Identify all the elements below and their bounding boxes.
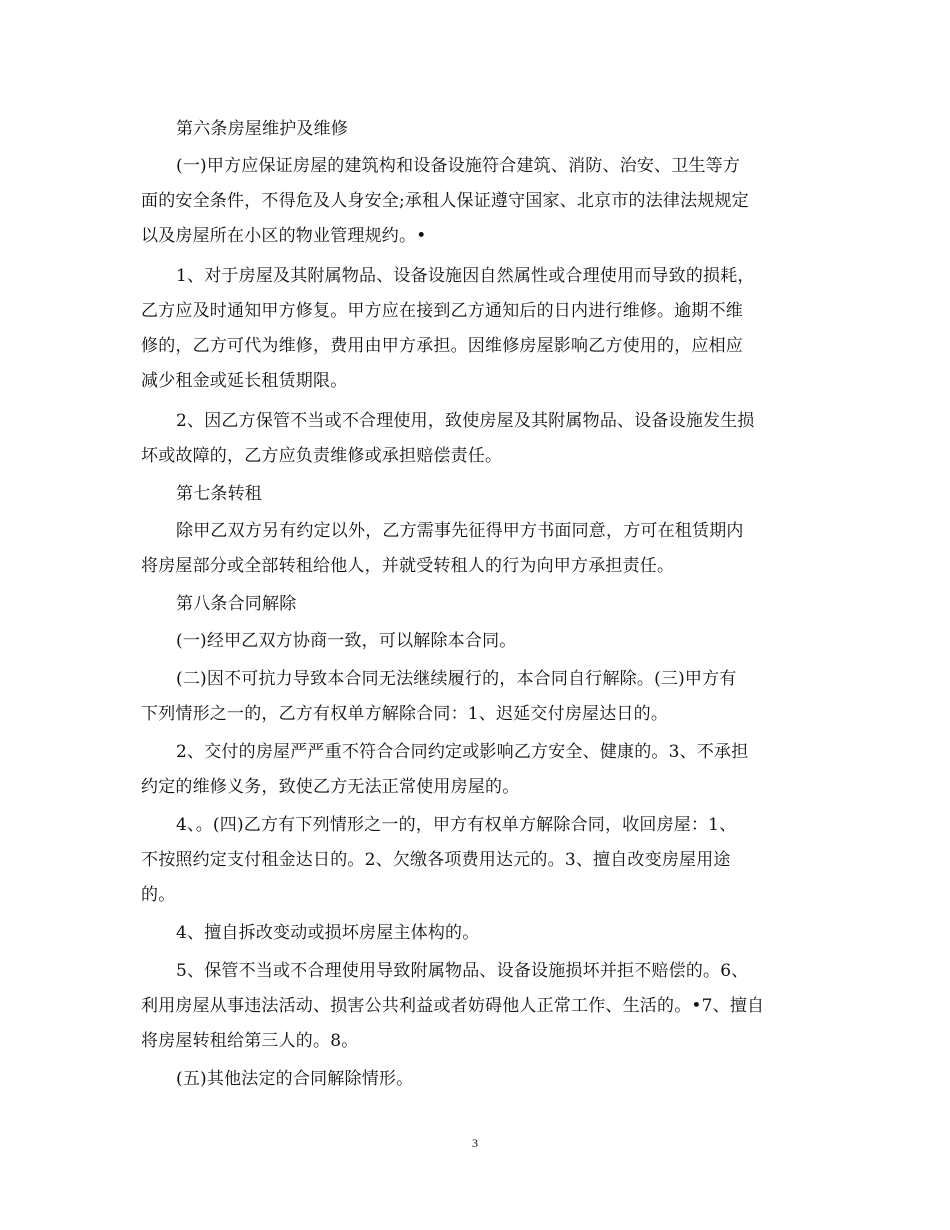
paragraph-line: 乙方应及时通知甲方修复。甲方应在接到乙方通知后的日内进行维修。逾期不维	[141, 301, 743, 321]
paragraph-line: 5、保管不当或不合理使用导致附属物品、设备设施损坏并拒不赔偿的。6、	[176, 961, 749, 981]
paragraph-line: 减少租金或延长租赁期限。	[141, 371, 348, 391]
paragraph-line: 面的安全条件，不得危及人身安全;承租人保证遵守国家、北京市的法律法规规定	[141, 191, 749, 211]
section-heading-article-8: 第八条合同解除	[176, 594, 297, 614]
paragraph-line: 坏或故障的，乙方应负责维修或承担赔偿责任。	[141, 446, 503, 466]
paragraph-line: 4、。(四)乙方有下列情形之一的，甲方有权单方解除合同，收回房屋：1、	[176, 815, 737, 835]
paragraph-line: (一)甲方应保证房屋的建筑构和设备设施符合建筑、消防、治安、卫生等方	[176, 156, 741, 176]
paragraph-line: 将房屋转租给第三人的。8。	[141, 1031, 359, 1051]
paragraph-line: (一)经甲乙双方协商一致，可以解除本合同。	[176, 631, 517, 651]
paragraph-line: 的。	[141, 885, 176, 905]
paragraph-line: 除甲乙双方另有约定以外，乙方需事先征得甲方书面同意，方可在租赁期内	[176, 521, 744, 541]
paragraph-line: 不按照约定支付租金达日的。2、欠缴各项费用达元的。3、擅自改变房屋用途	[141, 850, 731, 870]
paragraph-line: 2、因乙方保管不当或不合理使用，致使房屋及其附属物品、设备设施发生损	[176, 411, 755, 431]
paragraph-line: (五)其他法定的合同解除情形。	[176, 1069, 414, 1089]
paragraph-line: 利用房屋从事违法活动、损害公共利益或者妨碍他人正常工作、生活的。•7、擅自	[141, 996, 765, 1016]
paragraph-line: 约定的维修义务，致使乙方无法正常使用房屋的。	[141, 777, 520, 797]
paragraph-line: 2、交付的房屋严严重不符合合同约定或影响乙方安全、健康的。3、不承担	[176, 742, 749, 762]
paragraph-line: 修的，乙方可代为维修，费用由甲方承担。因维修房屋影响乙方使用的，应相应	[141, 336, 743, 356]
paragraph-line: (二)因不可抗力导致本合同无法继续履行的，本合同自行解除。(三)甲方有	[176, 669, 737, 689]
paragraph-line: 将房屋部分或全部转租给他人，并就受转租人的行为向甲方承担责任。	[141, 556, 675, 576]
paragraph-line: 1、对于房屋及其附属物品、设备设施因自然属性或合理使用而导致的损耗，	[176, 266, 755, 286]
paragraph-line: 下列情形之一的，乙方有权单方解除合同：1、迟延交付房屋达日的。	[141, 704, 669, 724]
page-number: 3	[472, 1136, 478, 1150]
section-heading-article-7: 第七条转租	[176, 484, 262, 504]
paragraph-line: 4、擅自拆改变动或损坏房屋主体构的。	[176, 923, 480, 943]
section-heading-article-6: 第六条房屋维护及维修	[176, 119, 348, 139]
paragraph-line: 以及房屋所在小区的物业管理规约。•	[141, 226, 427, 246]
